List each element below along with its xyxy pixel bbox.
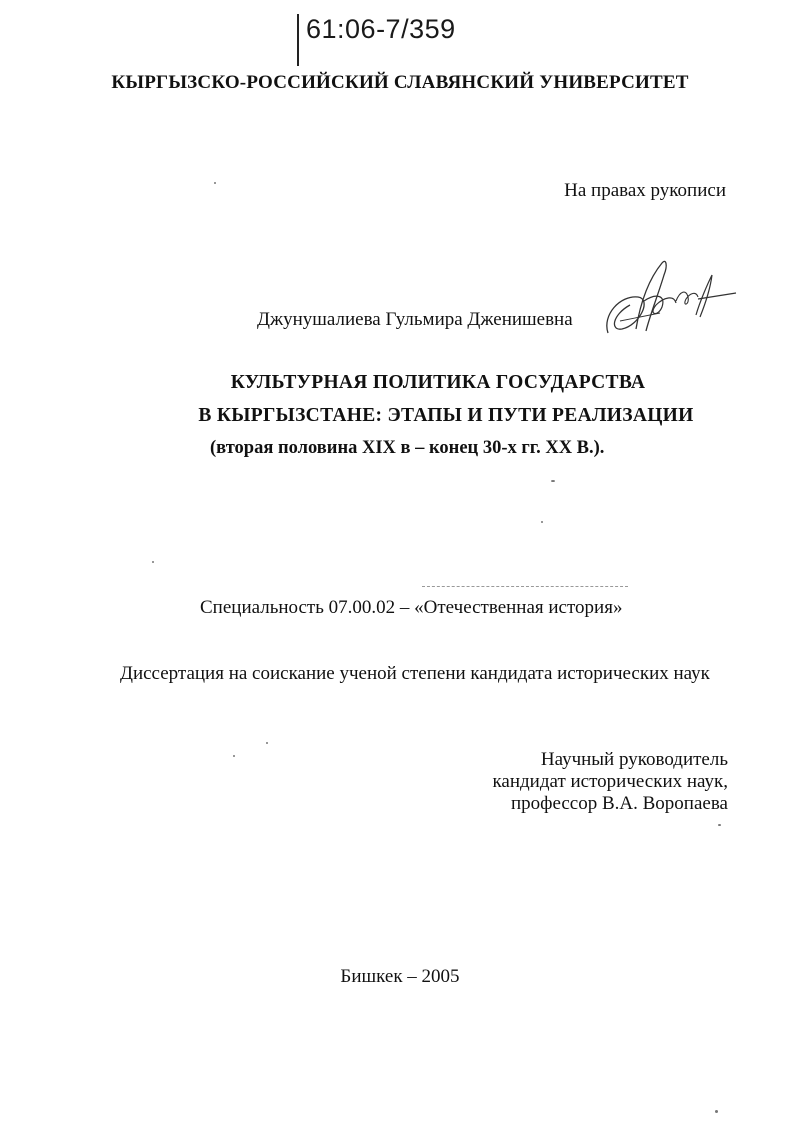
scan-speck — [152, 561, 154, 563]
signature-image — [600, 255, 740, 345]
rights-note: На правах рукописи — [564, 180, 726, 201]
scan-speck — [233, 755, 235, 757]
supervisor-name: профессор В.А. Воропаева — [510, 793, 728, 814]
supervisor-degree: кандидат исторических наук, — [492, 771, 728, 792]
scan-speck — [718, 824, 721, 826]
archive-stamp-code: 61:06-7/359 — [306, 14, 456, 44]
dissertation-title-period: (вторая половина XIX в – конец 30-х гг. XX В.). — [210, 438, 605, 458]
scan-speck — [541, 521, 543, 523]
dissertation-title-line-2: В КЫРГЫЗСТАНЕ: ЭТАПЫ И ПУТИ РЕАЛИЗАЦИИ — [198, 405, 694, 426]
scan-speck — [551, 480, 555, 482]
author-name: Джунушалиева Гульмира Дженишевна — [257, 309, 573, 330]
city-year: Бишкек – 2005 — [340, 966, 460, 987]
speciality-line: Специальность 07.00.02 – «Отечественная история» — [200, 597, 623, 618]
scan-artifact-line — [422, 586, 628, 589]
scan-speck — [715, 1110, 718, 1113]
dissertation-title-line-1: КУЛЬТУРНАЯ ПОЛИТИКА ГОСУДАРСТВА — [230, 372, 646, 393]
supervisor-role: Научный руководитель — [540, 749, 728, 770]
scan-speck — [214, 182, 216, 184]
supervisor-block — [492, 749, 728, 815]
university-name: КЫРГЫЗСКО-РОССИЙСКИЙ СЛАВЯНСКИЙ УНИВЕРСИТЕТ — [111, 72, 689, 93]
stamp-border — [297, 14, 299, 66]
dissertation-degree-line: Диссертация на соискание ученой степени кандидата исторических наук — [120, 663, 710, 684]
scan-speck — [266, 742, 268, 744]
